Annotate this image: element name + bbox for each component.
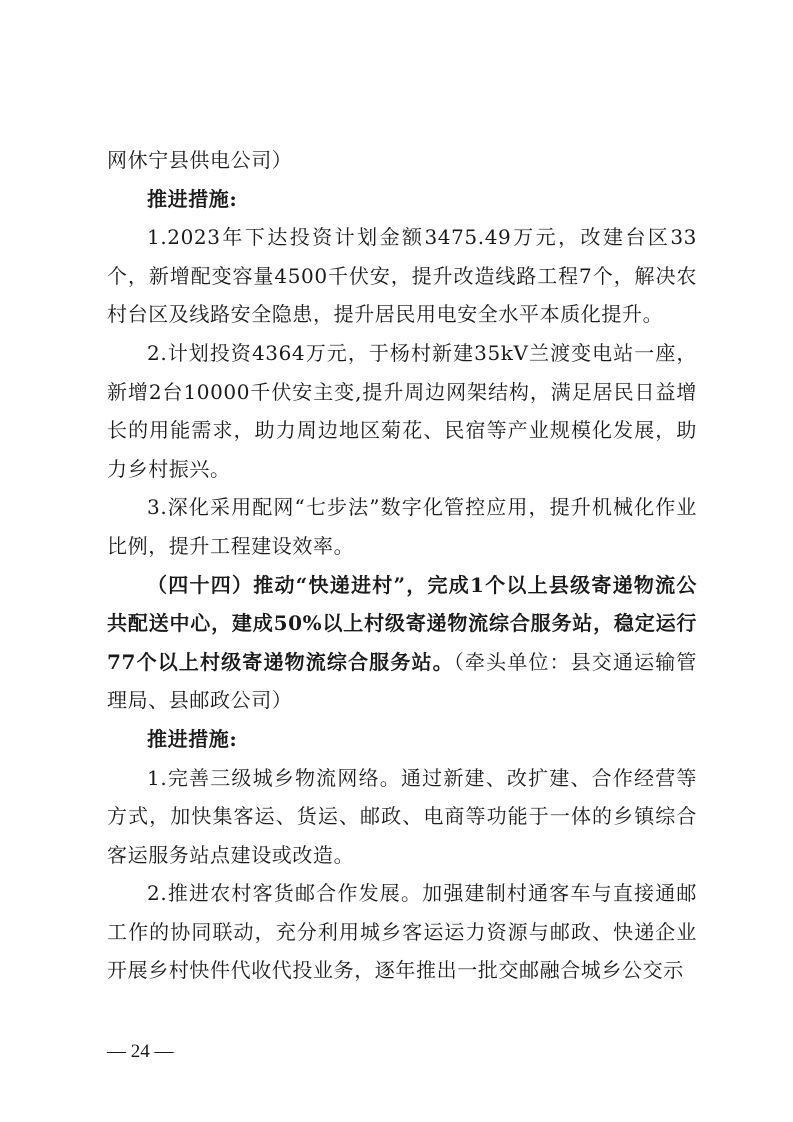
- paragraph-item-44: [107, 566, 697, 720]
- section-heading-measures-2: 推进措施:: [147, 726, 238, 751]
- section-heading-measures: 推进措施:: [147, 186, 238, 211]
- paragraph-continuation: 网休宁县供电公司）: [107, 148, 293, 172]
- paragraph-measure-4: 1.完善三级城乡物流网络。通过新建、改扩建、合作经营等方式，加快集客运、货运、邮政、电商等功能于一体的乡镇综合客运服务站点建设或改造。: [107, 765, 697, 867]
- page-number: — 24 —: [107, 1041, 174, 1062]
- paragraph-measure-3: 3.深化采用配网“七步法”数字化管控应用，提升机械化作业比例，提升工程建设效率。: [107, 495, 697, 558]
- paragraph-measure-1: 1.2023年下达投资计划金额3475.49万元，改建台区33个，新增配变容量4500千伏安，提升改造线路工程7个，解决农村台区及线路安全隐患，提升居民用电安全水平本质化提升。: [107, 225, 697, 327]
- paragraph-measure-5: 2.推进农村客货邮合作发展。加强建制村通客车与直接通邮工作的协同联动，充分利用城乡客运运力资源与邮政、快递企业开展乡村快件代收代投业务，逐年推出一批交邮融合城乡公交示: [107, 881, 697, 983]
- document-body: [107, 141, 697, 990]
- paragraph-measure-2: 2.计划投资4364万元，于杨村新建35kV兰渡变电站一座，新增2台10000千伏安主变,提升周边网架结构，满足居民日益增长的用能需求，助力周边地区菊花、民宿等产业规模化发展，助力乡村振兴。: [107, 340, 697, 481]
- item-44-task-text: （四十四）推动“快递进村”，完成1个以上县级寄递物流公共配送中心，建成50%以上村级寄递物流综合服务站，稳定运行77个以上村级寄递物流综合服务站。: [107, 572, 697, 674]
- item-44-lead-unit: （牵头单位：县交通运输管理局、县邮政公司）: [107, 649, 697, 713]
